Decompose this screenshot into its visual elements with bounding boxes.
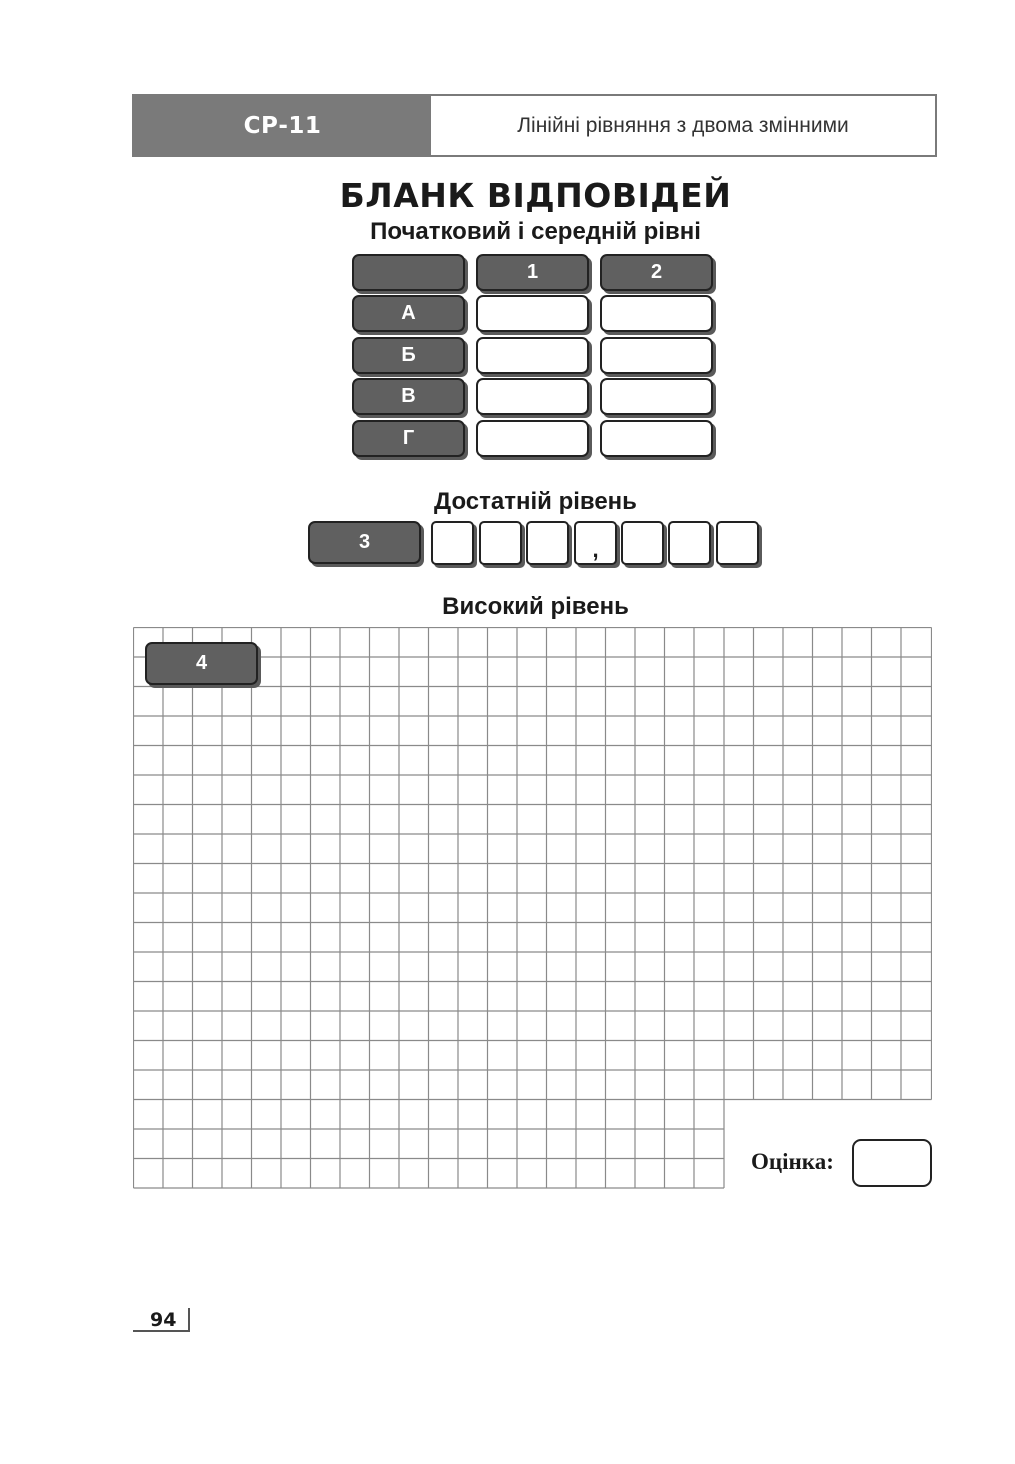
digit-cell-1[interactable] [431, 521, 474, 565]
answer-cell-a-1[interactable] [476, 295, 589, 332]
section-heading-basic: Початковий і середній рівні [370, 218, 701, 245]
answer-cell-v-2[interactable] [600, 378, 713, 415]
answer-row-label-h: Г [352, 420, 465, 457]
answer-cell-v-1[interactable] [476, 378, 589, 415]
grade-label: Оцінка: [751, 1149, 834, 1174]
answer-table-corner [352, 254, 465, 291]
answer-row-label-a: А [352, 295, 465, 332]
worksheet-topic: Лінійні рівняння з двома змінними [517, 113, 849, 137]
digit-cell-5[interactable] [668, 521, 711, 565]
page-title: БЛАНК ВІДПОВІДЕЙ [339, 176, 732, 215]
digit-cell-3[interactable] [526, 521, 569, 565]
answer-cell-b-2[interactable] [600, 337, 713, 374]
answer-row-label-b: Б [352, 337, 465, 374]
digit-cell-2[interactable] [479, 521, 522, 565]
digit-cell-4[interactable] [621, 521, 664, 565]
answer-table-col-1: 1 [476, 254, 589, 291]
answer-row-label-v: В [352, 378, 465, 415]
worksheet-header [132, 94, 937, 157]
grade-box[interactable] [852, 1139, 932, 1187]
answer-cell-a-2[interactable] [600, 295, 713, 332]
section-heading-sufficient: Достатній рівень [434, 488, 637, 515]
page-number: 94 [133, 1308, 190, 1332]
section-heading-high: Високий рівень [442, 593, 629, 620]
answer-table-col-2: 2 [600, 254, 713, 291]
answer-cell-b-1[interactable] [476, 337, 589, 374]
answer-cell-h-1[interactable] [476, 420, 589, 457]
decimal-comma-cell[interactable] [574, 521, 617, 565]
answer-grid[interactable] [133, 627, 932, 1189]
task-4-label: 4 [145, 642, 258, 685]
answer-cell-h-2[interactable] [600, 420, 713, 457]
decimal-comma: , [592, 537, 599, 562]
task-3-label: 3 [308, 521, 421, 564]
digit-cell-6[interactable] [716, 521, 759, 565]
worksheet-code: СР-11 [134, 96, 431, 155]
